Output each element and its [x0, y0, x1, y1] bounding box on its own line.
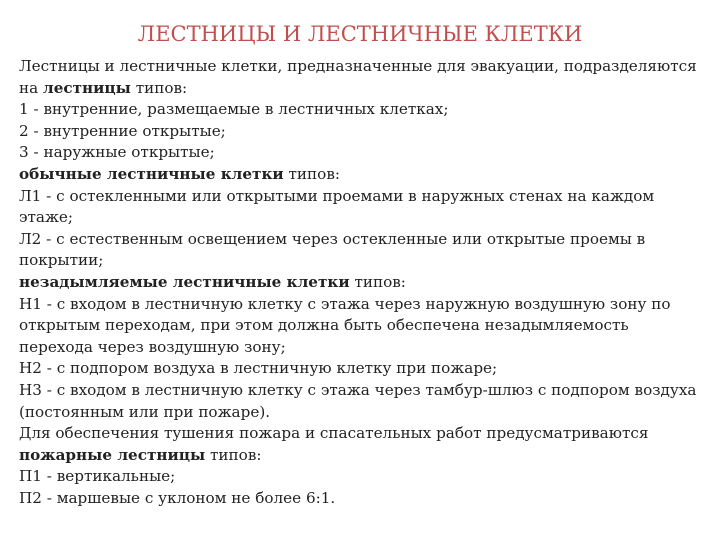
intro-text: Лестницы и лестничные клетки, предназначенные для эвакуации, подразделяются на — [19, 57, 697, 97]
smokefree-heading — [19, 272, 701, 294]
fire-type-item: П1 - вертикальные; — [19, 467, 176, 486]
smokefree-type-item: Н1 - с входом в лестничную клетку с этажа через наружную воздушную зону по открытым переходам, при этом должна быть обеспечена незадымляемость перехода через воздушную зону; — [19, 294, 671, 356]
slide-body — [19, 56, 701, 509]
ordinary-type-item: Л1 - с остекленными или открытыми проемами в наружных стенах на каждом этаже; — [19, 186, 655, 227]
intro-paragraph — [19, 56, 701, 99]
smokefree-type-item: Н2 - с подпором воздуха в лестничную клетку при пожаре; — [19, 359, 498, 378]
stair-type-item: 2 - внутренние открытые; — [19, 121, 226, 140]
slide-title: ЛЕСТНИЦЫ И ЛЕСТНИЧНЫЕ КЛЕТКИ — [137, 22, 583, 46]
fire-tail: типов: — [205, 445, 262, 464]
smokefree-tail: типов: — [349, 272, 406, 291]
intro-tail: типов: — [130, 78, 188, 97]
ordinary-type-item: Л2 - с естественным освещением через остекленные или открытые проемы в покрытии; — [19, 229, 646, 270]
stair-type-item: 3 - наружные открытые; — [19, 143, 215, 162]
fire-type-item: П2 - маршевые с уклоном не более 6:1. — [19, 488, 336, 507]
ordinary-heading — [19, 164, 701, 186]
ordinary-tail: типов: — [283, 164, 340, 183]
fire-heading — [19, 445, 701, 467]
ordinary-bold-term: обычные лестничные клетки — [19, 164, 284, 183]
smokefree-bold-term: незадымляемые лестничные клетки — [19, 272, 350, 291]
fire-intro: Для обеспечения тушения пожара и спасательных работ предусматриваются — [19, 424, 649, 443]
stair-type-item: 1 - внутренние, размещаемые в лестничных клетках; — [19, 100, 449, 119]
smokefree-type-item: Н3 - с входом в лестничную клетку с этажа через тамбур-шлюз с подпором воздуха (постоянным или при пожаре). — [19, 380, 697, 421]
fire-bold-term: пожарные лестницы — [19, 445, 206, 464]
intro-bold-term: лестницы — [43, 78, 131, 97]
